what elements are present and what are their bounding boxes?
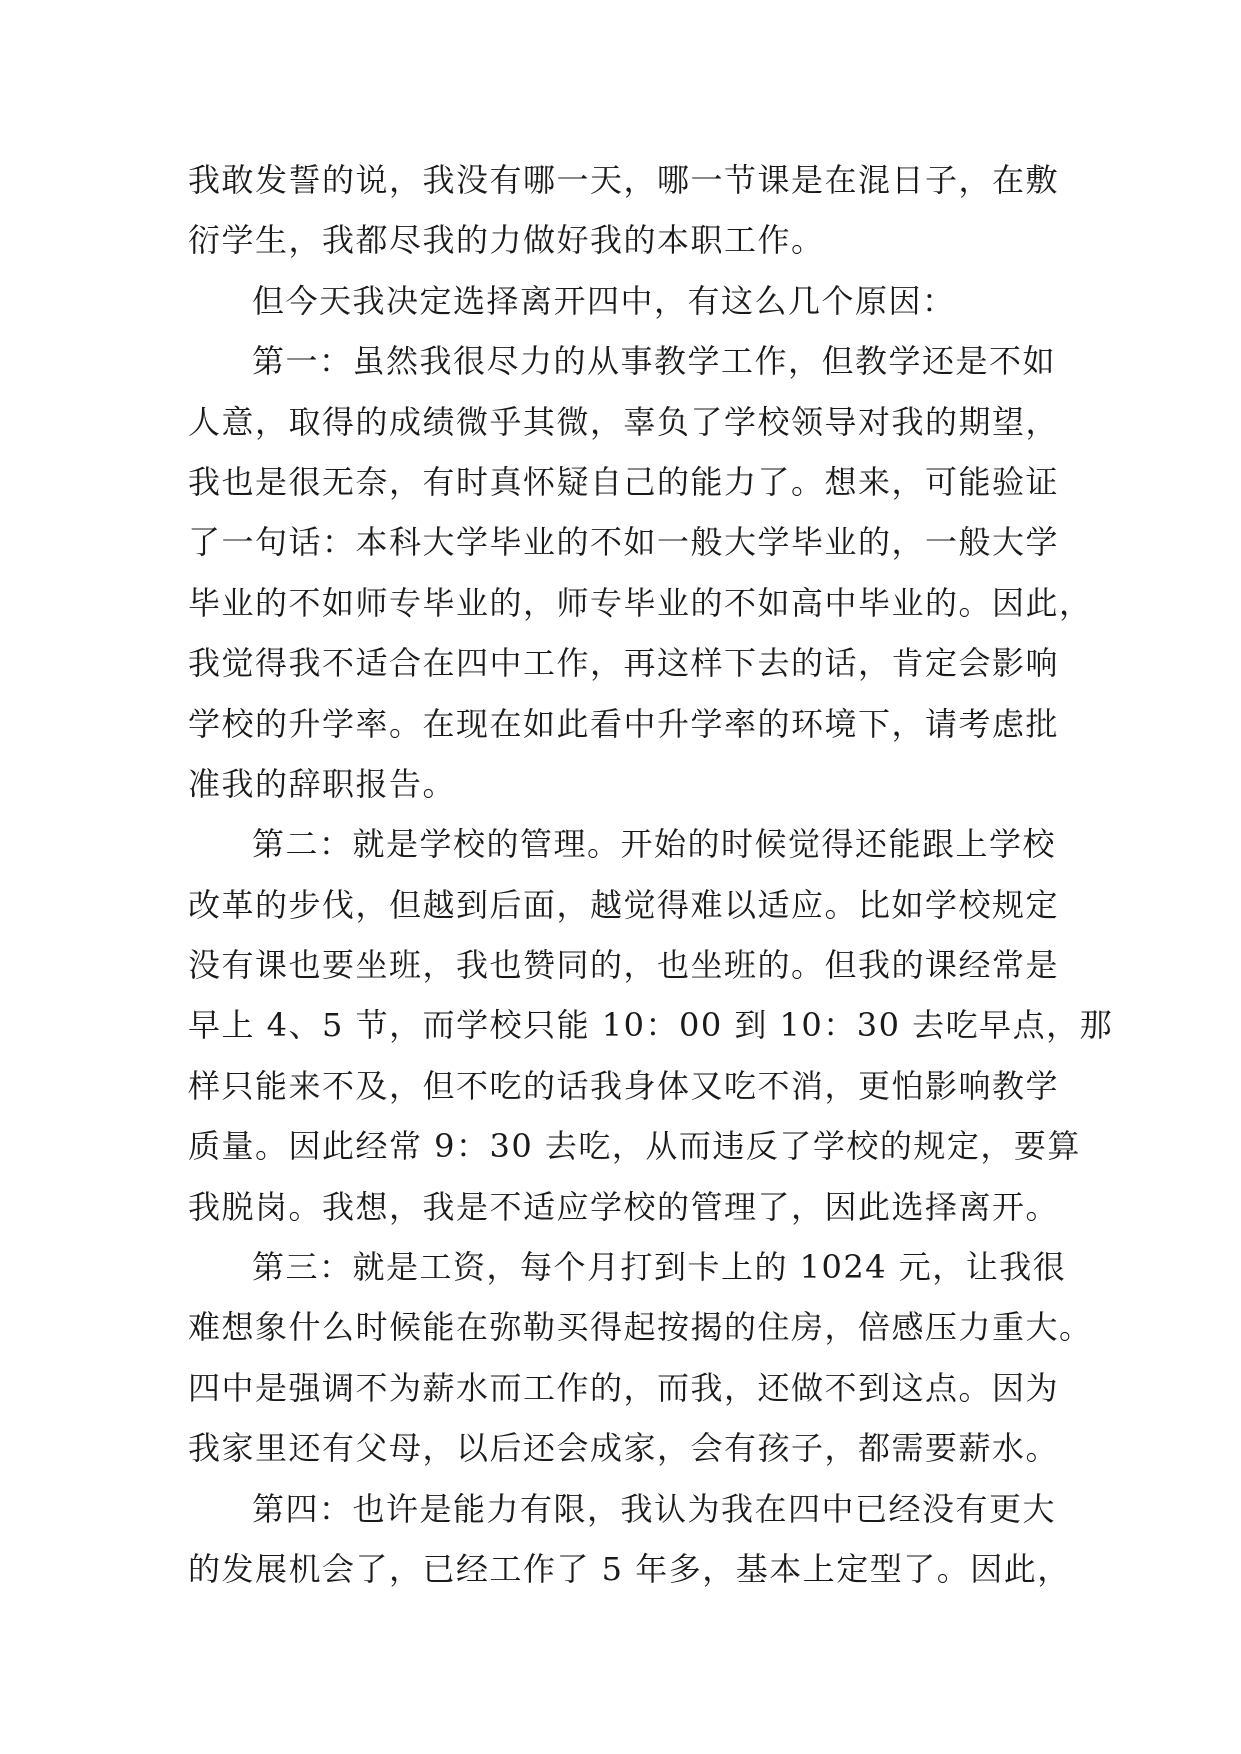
text-line: 第三：就是工资，每个月打到卡上的 1024 元，让我很 bbox=[252, 1248, 1067, 1287]
text-line: 准我的辞职报告。 bbox=[188, 764, 457, 803]
text-line: 了一句话：本科大学毕业的不如一般大学毕业的，一般大学 bbox=[188, 523, 1060, 562]
text-line: 第四：也许是能力有限，我认为我在四中已经没有更大 bbox=[252, 1489, 1057, 1528]
text-line: 但今天我决定选择离开四中，有这么几个原因： bbox=[252, 281, 956, 320]
text-line: 我家里还有父母，以后还会成家，会有孩子，都需要薪水。 bbox=[188, 1429, 1060, 1468]
text-line: 早上 4、5 节，而学校只能 10：00 到 10：30 去吃早点，那 bbox=[188, 1006, 1114, 1045]
text-line: 四中是强调不为薪水而工作的，而我，还做不到这点。因为 bbox=[188, 1368, 1060, 1407]
text-line: 没有课也要坐班，我也赞同的，也坐班的。但我的课经常是 bbox=[188, 946, 1060, 985]
text-line: 质量。因此经常 9：30 去吃，从而违反了学校的规定，要算 bbox=[188, 1127, 1081, 1166]
text-line: 衍学生，我都尽我的力做好我的本职工作。 bbox=[188, 221, 825, 260]
text-line: 样只能来不及，但不吃的话我身体又吃不消，更怕影响教学 bbox=[188, 1066, 1060, 1105]
text-line: 的发展机会了，已经工作了 5 年多，基本上定型了。因此， bbox=[188, 1549, 1071, 1588]
text-line: 毕业的不如师专毕业的，师专毕业的不如高中毕业的。因此， bbox=[188, 583, 1093, 622]
text-line: 我觉得我不适合在四中工作，再这样下去的话，肯定会影响 bbox=[188, 644, 1060, 683]
text-line: 我敢发誓的说，我没有哪一天，哪一节课是在混日子，在敷 bbox=[188, 161, 1060, 199]
text-line: 人意，取得的成绩微乎其微，辜负了学校领导对我的期望， bbox=[188, 402, 1060, 441]
text-line: 第二：就是学校的管理。开始的时候觉得还能跟上学校 bbox=[252, 825, 1057, 864]
text-line: 学校的升学率。在现在如此看中升学率的环境下，请考虑批 bbox=[188, 704, 1060, 743]
body-text bbox=[188, 150, 1114, 1599]
text-line: 难想象什么时候能在弥勒买得起按揭的住房，倍感压力重大。 bbox=[188, 1308, 1093, 1347]
text-line: 改革的步伐，但越到后面，越觉得难以适应。比如学校规定 bbox=[188, 885, 1060, 924]
text-line: 第一：虽然我很尽力的从事教学工作，但教学还是不如 bbox=[252, 342, 1057, 381]
text-line: 我也是很无奈，有时真怀疑自己的能力了。想来，可能验证 bbox=[188, 462, 1060, 501]
text-line: 我脱岗。我想，我是不适应学校的管理了，因此选择离开。 bbox=[188, 1187, 1060, 1226]
